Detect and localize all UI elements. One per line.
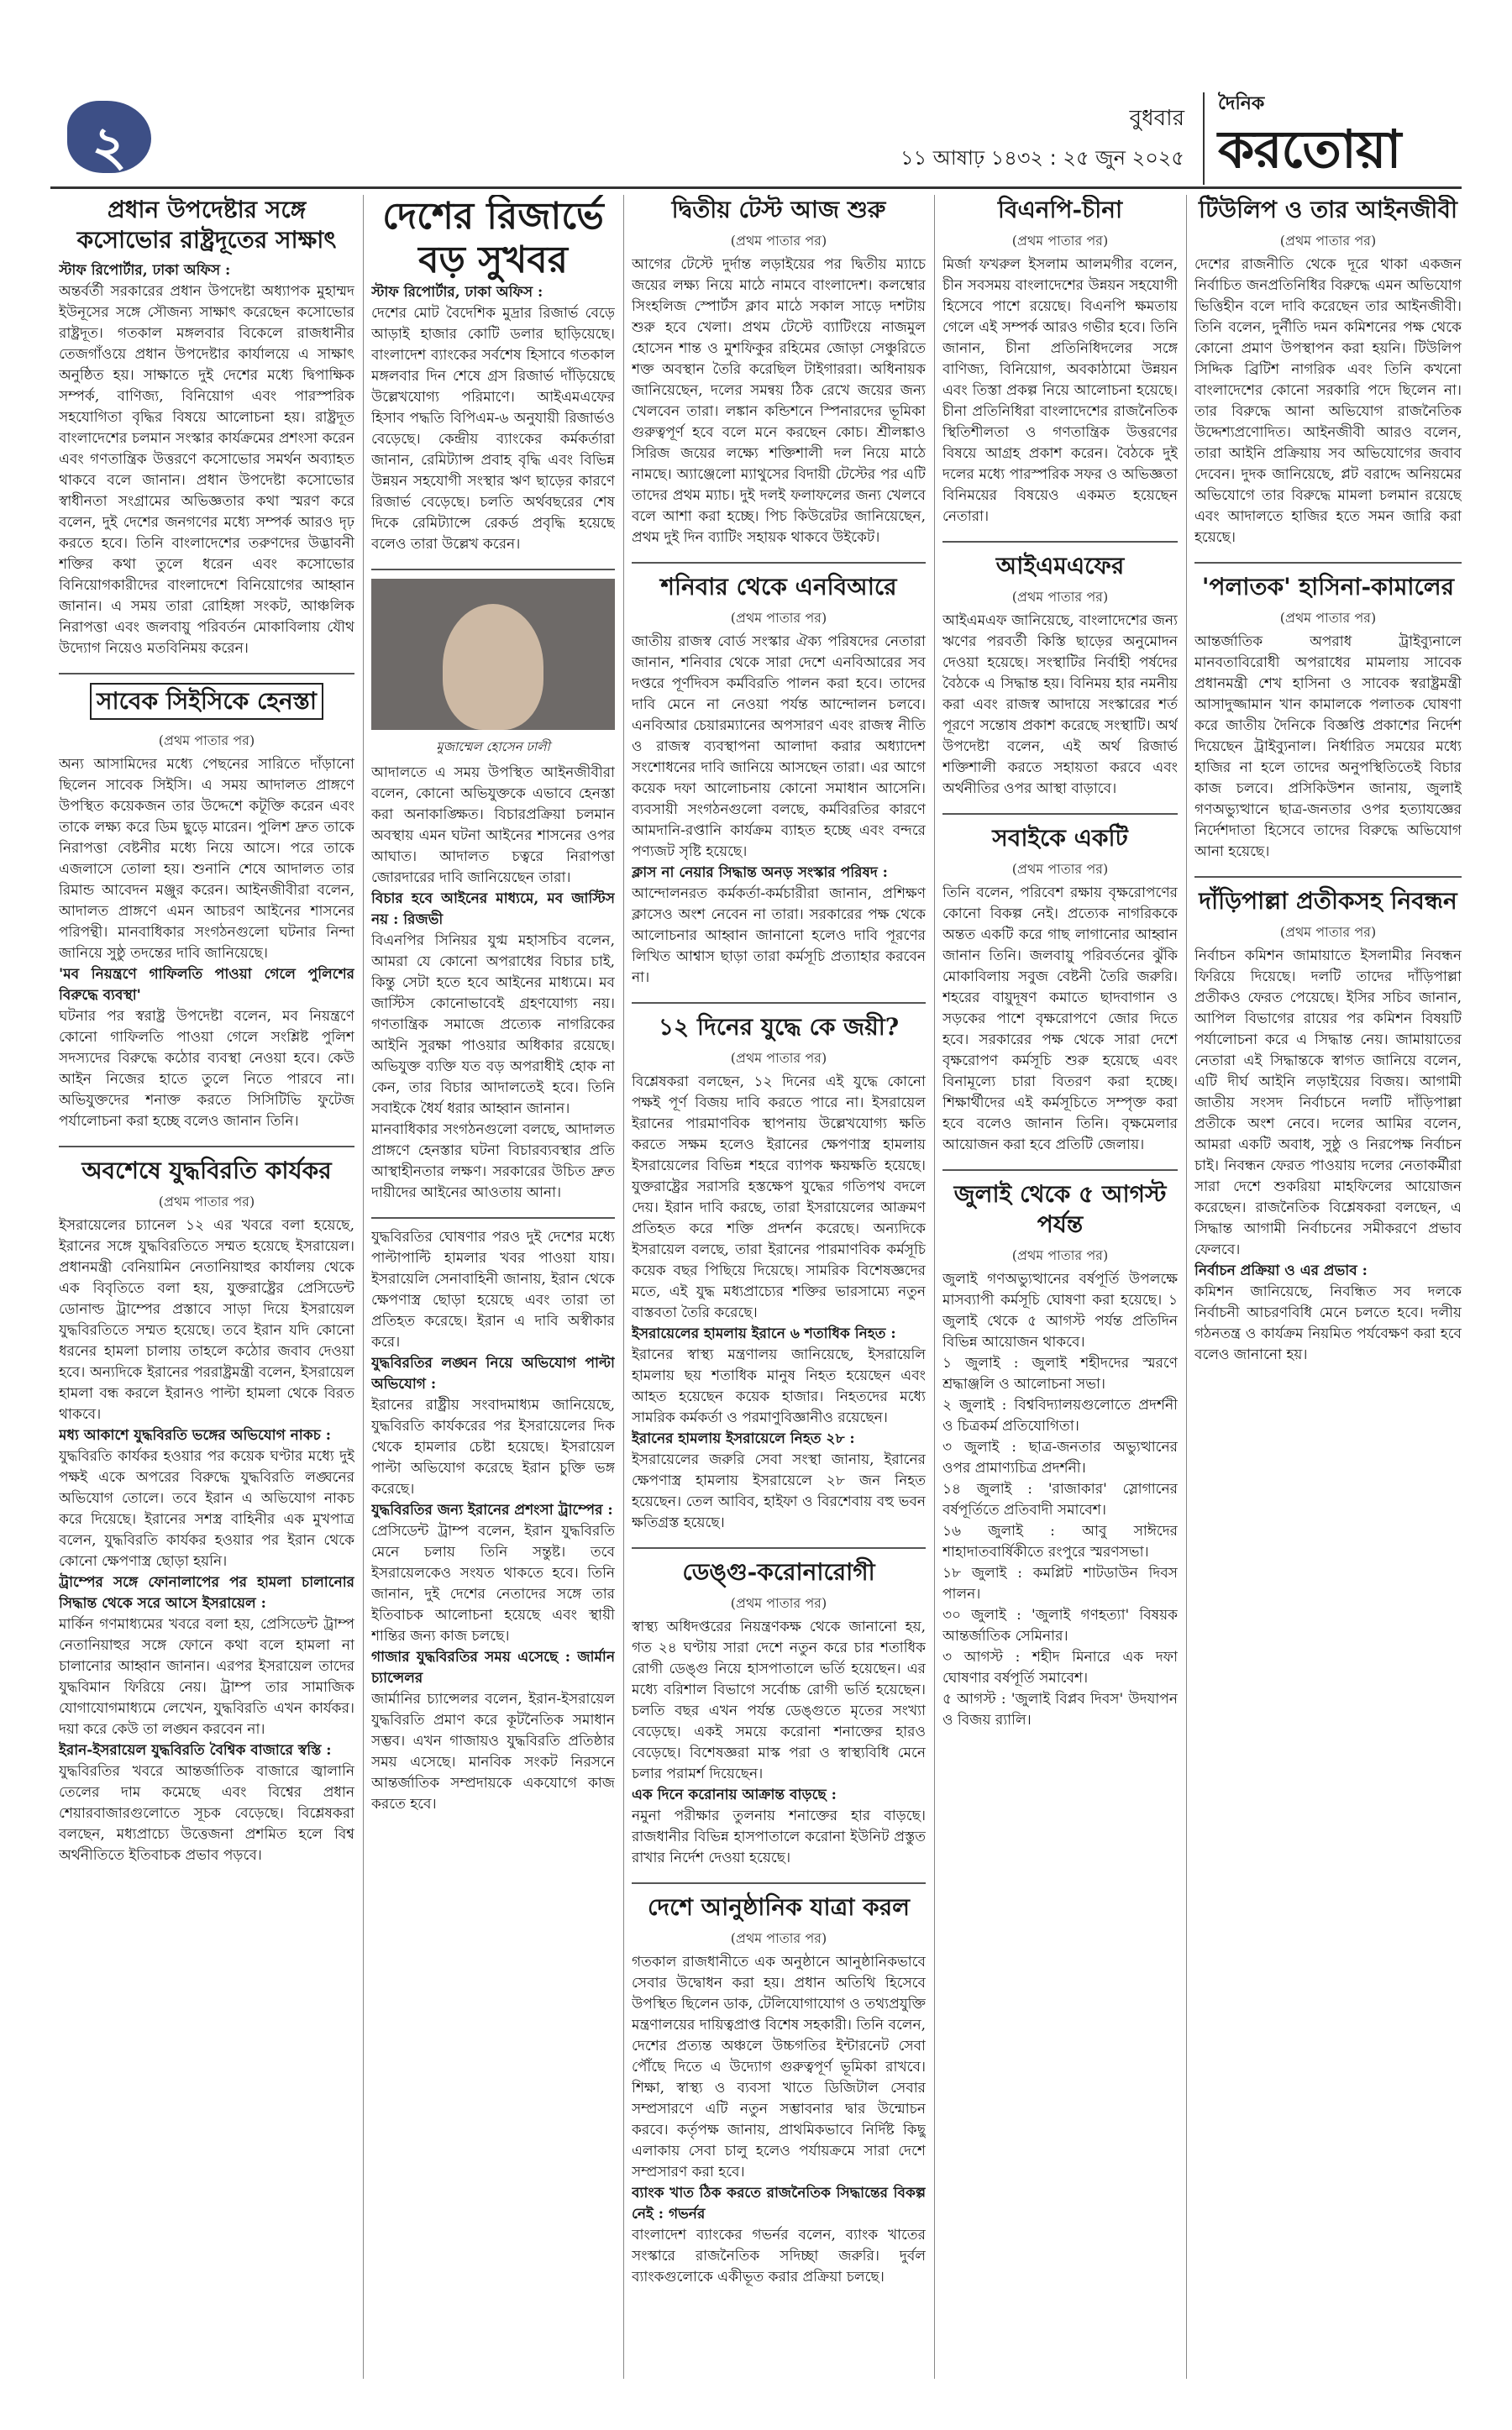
continuation-note: (প্রথম পাতার পর) bbox=[730, 1595, 827, 1611]
header-rule bbox=[50, 186, 1462, 189]
story-body: জাতীয় রাজস্ব বোর্ড সংস্কার ঐক্য পরিষদের নেতারা জানান, শনিবার থেকে সারা দেশে এনবিআরের সব দপ্তরে পূর্ণদিবস কর্মবিরতি পালন করা হবে। তাদের দাবি মেনে না নেওয়া পর্যন্ত আন্দোলন চলবে। এনবিআর চেয়ারম্যানের অপসারণ এবং রাজস্ব নীতি ও রাজস্ব ব্যবস্থাপনা আলাদা করার অধ্যাদেশ সংশোধনের দাবি জানিয়ে আসছেন তারা। এর আগে কয়েক দফা আলোচনায় কোনো সমাধান আসেনি। ব্যবসায়ী সংগঠনগুলো বলছে, কর্মবিরতির কারণে আমদানি-রপ্তানি কার্যক্রম ব্যাহত হচ্ছে এবং বন্দরে পণ্যজট সৃষ্টি হয়েছে। bbox=[632, 633, 926, 860]
continuation-note: (প্রথম পাতার পর) bbox=[1279, 610, 1377, 626]
column-divider bbox=[623, 195, 624, 2379]
story-body: ইরানের রাষ্ট্রীয় সংবাদমাধ্যম জানিয়েছে, যুদ্ধবিরতি কার্যকরের পর ইসরায়েলের দিক থেকে হামলার চেষ্টা হয়েছে। ইসরায়েল পাল্টা অভিযোগ করেছে ইরান চুক্তি ভঙ্গ করেছে। bbox=[371, 1397, 615, 1498]
continuation-note: (প্রথম পাতার পর) bbox=[1279, 924, 1377, 940]
story-body: দেশের রাজনীতি থেকে দূরে থাকা একজন নির্বাচিত জনপ্রতিনিধির বিরুদ্ধে এমন অভিযোগ ভিত্তিহীন বলে দাবি করেছেন তার আইনজীবী। তিনি বলেন, দুর্নীতি দমন কমিশনের পক্ষ থেকে কোনো প্রমাণ উপস্থাপন করা হয়নি। টিউলিপ সিদ্দিক ব্রিটিশ নাগরিক এবং তিনি কখনো বাংলাদেশের কোনো সরকারি পদে ছিলেন না। তার বিরুদ্ধে আনা অভিযোগ রাজনৈতিক উদ্দেশ্যপ্রণোদিত। আইনজীবী আরও বলেন, তারা আইনি প্রক্রিয়ায় সব অভিযোগের জবাব দেবেন। দুদক জানিয়েছে, প্লট বরাদ্দে অনিয়মের অভিযোগে তার বিরুদ্ধে মামলা চলমান রয়েছে এবং আদালতে হাজির হতে সমন জারি করা হয়েছে। bbox=[1194, 256, 1462, 546]
continuation-note: (প্রথম পাতার পর) bbox=[730, 610, 827, 626]
story-body: কমিশন জানিয়েছে, নিবন্ধিত সব দলকে নির্বাচনী আচরণবিধি মেনে চলতে হবে। দলীয় গঠনতন্ত্র ও কার্যক্রম নিয়মিত পর্যবেক্ষণ করা হবে বলেও জানানো হয়। bbox=[1194, 1283, 1462, 1363]
story-body: বিশ্লেষকরা বলছেন, ১২ দিনের এই যুদ্ধে কোনো পক্ষই পূর্ণ বিজয় দাবি করতে পারে না। ইসরায়েল ইরানের পারমাণবিক স্থাপনায় উল্লেখযোগ্য ক্ষতি করতে সক্ষম হলেও ইরানের ক্ষেপণাস্ত্র হামলায় ইসরায়েলের বিভিন্ন শহরে ব্যাপক ক্ষয়ক্ষতি হয়েছে। যুক্তরাষ্ট্রের সরাসরি হস্তক্ষেপ যুদ্ধের গতিপথ বদলে দেয়। ইরান দাবি করছে, তারা ইসরায়েলের আক্রমণ প্রতিহত করে শক্তি প্রদর্শন করেছে। অন্যদিকে ইসরায়েল বলছে, তারা ইরানের পারমাণবিক কর্মসূচি কয়েক বছর পিছিয়ে দিয়েছে। সামরিক বিশেষজ্ঞদের মতে, এই যুদ্ধ মধ্যপ্রাচ্যের শক্তির ভারসাম্যে নতুন বাস্তবতা তৈরি করেছে। bbox=[632, 1073, 926, 1321]
story-divider bbox=[371, 569, 615, 570]
story-body: আইএমএফ জানিয়েছে, বাংলাদেশের জন্য ঋণের পরবর্তী কিস্তি ছাড়ের অনুমোদন দেওয়া হয়েছে। সংস্থাটির নির্বাহী পর্ষদের বৈঠকে এ সিদ্ধান্ত হয়। বিনিময় হার নমনীয় করা এবং রাজস্ব আদায়ে সংস্কারের শর্ত পূরণে সন্তোষ প্রকাশ করেছে সংস্থাটি। অর্থ উপদেষ্টা বলেন, এই অর্থ রিজার্ভ শক্তিশালী করতে সহায়তা করবে এবং অর্থনীতির ওপর আস্থা বাড়াবে। bbox=[942, 612, 1178, 797]
story-body: আন্দোলনরত কর্মকর্তা-কর্মচারীরা জানান, প্রশিক্ষণ ক্লাসেও অংশ নেবেন না তারা। সরকারের পক্ষ থেকে আলোচনার আহ্বান জানানো হলেও দাবি পূরণের লিখিত আশ্বাস ছাড়া তারা কর্মসূচি প্রত্যাহার করবেন না। bbox=[632, 885, 926, 986]
story-body: মার্কিন গণমাধ্যমের খবরে বলা হয়, প্রেসিডেন্ট ট্রাম্প নেতানিয়াহুর সঙ্গে ফোনে কথা বলে হামলা না চালানোর আহ্বান জানান। এরপর ইসরায়েল তাদের যুদ্ধবিমান ফিরিয়ে নেয়। ট্রাম্প তার সামাজিক যোগাযোগমাধ্যমে লেখেন, যুদ্ধবিরতি এখন কার্যকর। দয়া করে কেউ তা লঙ্ঘন করবেন না। bbox=[59, 1616, 354, 1738]
story-body: যুদ্ধবিরতি কার্যকর হওয়ার পর কয়েক ঘণ্টার মধ্যে দুই পক্ষই একে অপরের বিরুদ্ধে যুদ্ধবিরতি লঙ্ঘনের অভিযোগ তোলে। তবে ইরান এ অভিযোগ নাকচ করে দিয়েছে। ইরানের সশস্ত্র বাহিনীর এক মুখপাত্র বলেন, যুদ্ধবিরতি কার্যকর হওয়ার পর ইরান থেকে কোনো ক্ষেপণাস্ত্র ছোড়া হয়নি। bbox=[59, 1448, 354, 1570]
headline: শনিবার থেকে এনবিআরে bbox=[660, 573, 897, 601]
continuation-note: (প্রথম পাতার পর) bbox=[730, 1050, 827, 1066]
headline: অবশেষে যুদ্ধবিরতি কার্যকর bbox=[81, 1157, 332, 1184]
story-divider bbox=[1194, 876, 1462, 878]
header-divider bbox=[1203, 92, 1205, 185]
list-item: ১৬ জুলাই : আবু সাঈদের শাহাদাতবার্ষিকীতে রংপুরে স্মরণসভা। bbox=[942, 1523, 1178, 1561]
byline: স্টাফ রিপোর্টার, ঢাকা অফিস : bbox=[59, 262, 231, 279]
story-body: বাংলাদেশ ব্যাংকের গভর্নর বলেন, ব্যাংক খাতের সংস্কারে রাজনৈতিক সদিচ্ছা জরুরি। দুর্বল ব্যাংকগুলোকে একীভূত করার প্রক্রিয়া চলছে। bbox=[632, 2227, 926, 2286]
program-list bbox=[942, 1353, 1178, 1731]
story-divider bbox=[59, 673, 354, 674]
list-item: ২ জুলাই : বিশ্ববিদ্যালয়গুলোতে প্রদর্শনী ও চিত্রকর্ম প্রতিযোগিতা। bbox=[942, 1397, 1178, 1435]
headline: বিএনপি-চীনা bbox=[997, 196, 1123, 223]
column-4 bbox=[942, 195, 1178, 2379]
continuation-note: (প্রথম পাতার পর) bbox=[1279, 233, 1377, 249]
story-body: ইরানের স্বাস্থ্য মন্ত্রণালয় জানিয়েছে, ইসরায়েলি হামলায় ছয় শতাধিক মানুষ নিহত হয়েছেন এবং আহত হয়েছেন কয়েক হাজার। নিহতদের মধ্যে সামরিক কর্মকর্তা ও পরমাণুবিজ্ঞানীও রয়েছেন। bbox=[632, 1346, 926, 1426]
story-july-august bbox=[942, 1179, 1178, 1731]
subheading: যুদ্ধবিরতির জন্য ইরানের প্রশংসা ট্রাম্পের : bbox=[371, 1502, 613, 1519]
story-second-test bbox=[632, 195, 926, 548]
portrait-figure bbox=[443, 604, 543, 730]
column-divider bbox=[934, 195, 935, 2379]
continuation-note: (প্রথম পাতার পর) bbox=[1011, 1247, 1109, 1263]
story-registration bbox=[1194, 886, 1462, 1366]
list-item: ১৮ জুলাই : কমপ্লিট শাটডাউন দিবস পালন। bbox=[942, 1565, 1178, 1603]
story-body: বিএনপির সিনিয়র যুগ্ম মহাসচিব বলেন, আমরা যে কোনো অপরাধের বিচার চাই, কিন্তু সেটা হতে হবে আইনের মাধ্যমে। মব জাস্টিস কোনোভাবেই গ্রহণযোগ্য নয়। গণতান্ত্রিক সমাজে প্রত্যেক নাগরিকের আইনি সুরক্ষা পাওয়ার অধিকার রয়েছে। অভিযুক্ত ব্যক্তি যত বড় অপরাধীই হোক না কেন, তার বিচার আদালতেই হবে। তিনি সবাইকে ধৈর্য ধরার আহ্বান জানান। bbox=[371, 932, 615, 1117]
logo-big-text: করতোয়া bbox=[1218, 118, 1401, 180]
continuation-note: (প্রথম পাতার পর) bbox=[1011, 233, 1109, 249]
story-divider bbox=[942, 1169, 1178, 1171]
subheading: ইরান-ইসরায়েল যুদ্ধবিরতি বৈশ্বিক বাজারে স্বস্তি : bbox=[59, 1742, 332, 1759]
list-item: ১৪ জুলাই : 'রাজাকার' স্লোগানের বর্ষপূর্তিতে প্রতিবাদী সমাবেশ। bbox=[942, 1481, 1178, 1519]
story-body: মানবাধিকার সংগঠনগুলো বলছে, আদালত প্রাঙ্গণে হেনস্তার ঘটনা বিচারব্যবস্থার প্রতি আস্থাহীনতার লক্ষণ। সরকারের উচিত দ্রুত দায়ীদের আইনের আওতায় আনা। bbox=[371, 1121, 615, 1201]
story-nbr bbox=[632, 572, 926, 989]
subheading: ক্লাস না নেয়ার সিদ্ধান্ত অনড় সংস্কার পরিষদ : bbox=[632, 864, 888, 881]
column-3 bbox=[632, 195, 926, 2379]
masthead bbox=[50, 84, 1462, 185]
story-ceasefire-cont bbox=[371, 1227, 615, 1815]
story-former-cec-cont bbox=[371, 579, 615, 1204]
subheading: এক দিনে করোনায় আক্রান্ত বাড়ছে : bbox=[632, 1787, 837, 1803]
headline: টিউলিপ ও তার আইনজীবী bbox=[1199, 196, 1457, 223]
news-photo bbox=[371, 579, 615, 730]
story-kosovo-ambassador bbox=[59, 195, 354, 659]
subheading: যুদ্ধবিরতির লঙ্ঘন নিয়ে অভিযোগ পাল্টা অভিযোগ : bbox=[371, 1355, 615, 1393]
headline: ডেঙ্গু-করোনারোগী bbox=[682, 1558, 875, 1586]
headline: সাবেক সিইসিকে হেনস্তা bbox=[90, 683, 323, 720]
continuation-note: (প্রথম পাতার পর) bbox=[158, 732, 255, 748]
list-item: ৫ আগস্ট : 'জুলাই বিপ্লব দিবস' উদযাপন ও বিজয় র‍্যালি। bbox=[942, 1691, 1178, 1729]
column-1 bbox=[59, 195, 354, 2379]
subheading: মধ্য আকাশে যুদ্ধবিরতি ভঙ্গের অভিযোগ নাকচ : bbox=[59, 1427, 331, 1444]
column-5 bbox=[1194, 195, 1462, 2379]
continuation-note: (প্রথম পাতার পর) bbox=[1011, 861, 1109, 877]
subheading: গাজার যুদ্ধবিরতির সময় এসেছে : জার্মান চ্যান্সেলর bbox=[371, 1649, 615, 1687]
continuation-note: (প্রথম পাতার পর) bbox=[158, 1194, 255, 1210]
headline: 'পলাতক' হাসিনা-কামালের bbox=[1201, 573, 1455, 601]
newspaper-logo bbox=[1218, 89, 1428, 181]
headline: ১২ দিনের যুদ্ধে কে জয়ী? bbox=[658, 1013, 900, 1041]
story-body: স্বাস্থ্য অধিদপ্তরের নিয়ন্ত্রণকক্ষ থেকে জানানো হয়, গত ২৪ ঘণ্টায় সারা দেশে নতুন করে চার শতাধিক রোগী ডেঙ্গু নিয়ে হাসপাতালে ভর্তি হয়েছেন। এর মধ্যে বরিশাল বিভাগে সর্বোচ্চ রোগী ভর্তি হয়েছেন। চলতি বছর এখন পর্যন্ত ডেঙ্গুতে মৃতের সংখ্যা বেড়েছে। একই সময়ে করোনা শনাক্তের হারও বেড়েছে। বিশেষজ্ঞরা মাস্ক পরা ও স্বাস্থ্যবিধি মেনে চলার পরামর্শ দিয়েছেন। bbox=[632, 1619, 926, 1782]
story-body: নমুনা পরীক্ষার তুলনায় শনাক্তের হার বাড়ছে। রাজধানীর বিভিন্ন হাসপাতালে করোনা ইউনিট প্রস্তুত রাখার নির্দেশ দেওয়া হয়েছে। bbox=[632, 1808, 926, 1866]
story-body: যুদ্ধবিরতির খবরে আন্তর্জাতিক বাজারে জ্বালানি তেলের দাম কমেছে এবং বিশ্বের প্রধান শেয়ারবাজারগুলোতে সূচক বেড়েছে। বিশ্লেষকরা বলছেন, মধ্যপ্রাচ্যে উত্তেজনা প্রশমিত হলে বিশ্ব অর্থনীতিতে ইতিবাচক প্রভাব পড়বে। bbox=[59, 1763, 354, 1864]
list-item: ৩ আগস্ট : শহীদ মিনারে এক দফা ঘোষণার বর্ষপূর্তি সমাবেশ। bbox=[942, 1649, 1178, 1687]
story-reserve bbox=[371, 195, 615, 555]
headline: দেশের রিজার্ভে বড় সুখবর bbox=[382, 195, 604, 281]
story-divider bbox=[632, 562, 926, 564]
headline: আইএমএফের bbox=[995, 552, 1125, 580]
story-dengue-covid bbox=[632, 1557, 926, 1869]
story-body: মির্জা ফখরুল ইসলাম আলমগীর বলেন, চীন সবসময় বাংলাদেশের উন্নয়ন সহযোগী হিসেবে পাশে রয়েছে। বিএনপি ক্ষমতায় গেলে এই সম্পর্ক আরও গভীর হবে। তিনি জানান, চীনা প্রতিনিধিদলের সঙ্গে বাণিজ্য, বিনিয়োগ, অবকাঠামো উন্নয়ন এবং তিস্তা প্রকল্প নিয়ে আলোচনা হয়েছে। চীনা প্রতিনিধিরা বাংলাদেশের রাজনৈতিক স্থিতিশীলতা ও গণতান্ত্রিক উত্তরণের বিষয়ে আগ্রহ প্রকাশ করেন। বৈঠকে দুই দলের মধ্যে পারস্পরিক সফর ও অভিজ্ঞতা বিনিময়ের বিষয়েও একমত হয়েছেন নেতারা। bbox=[942, 256, 1178, 525]
headline: দাঁড়িপাল্লা প্রতীকসহ নিবন্ধন bbox=[1199, 887, 1457, 915]
story-body: ঘটনার পর স্বরাষ্ট্র উপদেষ্টা বলেন, মব নিয়ন্ত্রণে কোনো গাফিলতি পাওয়া গেলে সংশ্লিষ্ট পুলিশ সদস্যদের বিরুদ্ধে কঠোর ব্যবস্থা নেওয়া হবে। কেউ আইন নিজের হাতে তুলে নিতে পারবে না। অভিযুক্তদের শনাক্ত করতে সিসিটিভি ফুটেজ পর্যালোচনা করা হচ্ছে বলেও জানান তিনি। bbox=[59, 1008, 354, 1130]
story-body: যুদ্ধবিরতির ঘোষণার পরও দুই দেশের মধ্যে পাল্টাপাল্টি হামলার খবর পাওয়া যায়। ইসরায়েলি সেনাবাহিনী জানায়, ইরান থেকে ক্ষেপণাস্ত্র ছোড়া হয়েছে এবং তারা তা প্রতিহত করেছে। ইরান এ দাবি অস্বীকার করে। bbox=[371, 1229, 615, 1351]
list-item: ৩০ জুলাই : 'জুলাই গণহত্যা' বিষয়ক আন্তর্জাতিক সেমিনার। bbox=[942, 1607, 1178, 1645]
page-number-badge bbox=[67, 101, 160, 176]
continuation-note: (প্রথম পাতার পর) bbox=[730, 233, 827, 249]
story-divider bbox=[632, 1882, 926, 1884]
headline: সবাইকে একটি bbox=[992, 824, 1128, 852]
logo-small-text: দৈনিক bbox=[1218, 93, 1265, 114]
continuation-note: (প্রথম পাতার পর) bbox=[1011, 589, 1109, 605]
story-body: জার্মানির চ্যান্সেলর বলেন, ইরান-ইসরায়েল যুদ্ধবিরতি প্রমাণ করে কূটনৈতিক সমাধান সম্ভব। এখন গাজায়ও যুদ্ধবিরতি প্রতিষ্ঠার সময় এসেছে। মানবিক সংকট নিরসনে আন্তর্জাতিক সম্প্রদায়কে একযোগে কাজ করতে হবে। bbox=[371, 1691, 615, 1813]
story-divider bbox=[632, 1547, 926, 1549]
story-former-cec bbox=[59, 683, 354, 1132]
story-body: নির্বাচন কমিশন জামায়াতে ইসলামীর নিবন্ধন ফিরিয়ে দিয়েছে। দলটি তাদের দাঁড়িপাল্লা প্রতীকও ফেরত পেয়েছে। ইসির সচিব জানান, আপিল বিভাগের রায়ের পর কমিশন বিষয়টি পর্যালোচনা করে এ সিদ্ধান্ত নেয়। জামায়াতের নেতারা এই সিদ্ধান্তকে স্বাগত জানিয়ে বলেন, এটি দীর্ঘ আইনি লড়াইয়ের বিজয়। আগামী জাতীয় সংসদ নির্বাচনে দলটি দাঁড়িপাল্লা প্রতীকে অংশ নেবে। দলের আমির বলেন, আমরা একটি অবাধ, সুষ্ঠু ও নিরপেক্ষ নির্বাচন চাই। নিবন্ধন ফেরত পাওয়ায় দলের নেতাকর্মীরা সারা দেশে শুকরিয়া মাহফিলের আয়োজন করেছেন। রাজনৈতিক বিশ্লেষকরা বলছেন, এ সিদ্ধান্ত আগামী নির্বাচনের সমীকরণে প্রভাব ফেলবে। bbox=[1194, 947, 1462, 1258]
subheading: ইরানের হামলায় ইসরায়েলে নিহত ২৮ : bbox=[632, 1430, 855, 1447]
story-hasina-kamal bbox=[1194, 572, 1462, 863]
story-divider bbox=[1194, 562, 1462, 564]
story-body: আদালতে এ সময় উপস্থিত আইনজীবীরা বলেন, কোনো অভিযুক্তকে এভাবে হেনস্তা করা অনাকাঙ্ক্ষিত। বিচারপ্রক্রিয়া চলমান অবস্থায় এমন ঘটনা আইনের শাসনের ওপর আঘাত। আদালত চত্বরে নিরাপত্তা জোরদারের দাবি জানিয়েছেন তারা। bbox=[371, 764, 615, 886]
column-divider bbox=[1186, 195, 1187, 2379]
subheading: ট্রাম্পের সঙ্গে ফোনালাপের পর হামলা চালানোর সিদ্ধান্ত থেকে সরে আসে ইসরায়েল : bbox=[59, 1574, 354, 1612]
headline: দেশে আনুষ্ঠানিক যাত্রা করল bbox=[648, 1893, 910, 1921]
story-divider bbox=[942, 541, 1178, 543]
story-12-day-war bbox=[632, 1012, 926, 1534]
story-body: ইসরায়েলের চ্যানেল ১২ এর খবরে বলা হয়েছে, ইরানের সঙ্গে যুদ্ধবিরতিতে সম্মত হয়েছে ইসরায়েল। প্রধানমন্ত্রী বেনিয়ামিন নেতানিয়াহুর কার্যালয় থেকে এক বিবৃতিতে বলা হয়, যুক্তরাষ্ট্রের প্রেসিডেন্ট ডোনাল্ড ট্রাম্পের প্রস্তাবে সাড়া দিয়ে ইসরায়েল যুদ্ধবিরতিতে সম্মত হয়েছে। তবে ইরান যদি কোনো ধরনের হামলা চালায় তাহলে কঠোর জবাব দেওয়া হবে। অন্যদিকে ইরানের পররাষ্ট্রমন্ত্রী বলেন, ইসরায়েল হামলা বন্ধ করলে ইরানও পাল্টা হামলা থেকে বিরত থাকবে। bbox=[59, 1217, 354, 1423]
story-tulip bbox=[1194, 195, 1462, 548]
list-item: ৩ জুলাই : ছাত্র-জনতার অভ্যুত্থানের ওপর প্রামাণ্যচিত্র প্রদর্শনী। bbox=[942, 1439, 1178, 1477]
column-2 bbox=[371, 195, 615, 2379]
issue-day: বুধবার bbox=[1129, 106, 1184, 131]
story-body: ইসরায়েলের জরুরি সেবা সংস্থা জানায়, ইরানের ক্ষেপণাস্ত্র হামলায় ইসরায়েলে ২৮ জন নিহত হয়েছেন। তেল আবিব, হাইফা ও বিরশেবায় বহু ভবন ক্ষতিগ্রস্ত হয়েছে। bbox=[632, 1451, 926, 1531]
story-body: অন্য আসামিদের মধ্যে পেছনের সারিতে দাঁড়ানো ছিলেন সাবেক সিইসি। এ সময় আদালত প্রাঙ্গণে উপস্থিত কয়েকজন তার উদ্দেশে কটূক্তি করেন এবং তাকে লক্ষ্য করে ডিম ছুড়ে মারেন। পুলিশ দ্রুত তাকে নিরাপত্তা বেষ্টনীর মধ্যে নিয়ে আসে। পরে তাকে এজলাসে তোলা হয়। শুনানি শেষে আদালত তার রিমান্ড আবেদন মঞ্জুর করেন। আইনজীবীরা বলেন, আদালত প্রাঙ্গণে এমন আচরণ আইনের শাসনের পরিপন্থী। মানবাধিকার সংগঠনগুলো ঘটনার নিন্দা জানিয়ে সুষ্ঠু তদন্তের দাবি জানিয়েছে। bbox=[59, 756, 354, 962]
story-body: দেশের মোট বৈদেশিক মুদ্রার রিজার্ভ বেড়ে আড়াই হাজার কোটি ডলার ছাড়িয়েছে। বাংলাদেশ ব্যাংকের সর্বশেষ হিসাবে গতকাল মঙ্গলবার দিন শেষে গ্রস রিজার্ভ দাঁড়িয়েছে উল্লেখযোগ্য পরিমাণে। আইএমএফের হিসাব পদ্ধতি বিপিএম-৬ অনুযায়ী রিজার্ভও বেড়েছে। কেন্দ্রীয় ব্যাংকের কর্মকর্তারা জানান, রেমিট্যান্স প্রবাহ বৃদ্ধি এবং বিভিন্ন উন্নয়ন সহযোগী সংস্থার ঋণ ছাড়ের কারণে রিজার্ভ বেড়েছে। চলতি অর্থবছরের শেষ দিকে রেমিট্যান্সে রেকর্ড প্রবৃদ্ধি হয়েছে বলেও তারা উল্লেখ করেন। bbox=[371, 305, 615, 553]
column-divider bbox=[363, 195, 364, 2379]
headline: জুলাই থেকে ৫ আগস্ট পর্যন্ত bbox=[953, 1180, 1167, 1238]
story-divider bbox=[942, 813, 1178, 815]
story-body: আন্তর্জাতিক অপরাধ ট্রাইব্যুনালে মানবতাবিরোধী অপরাধের মামলায় সাবেক প্রধানমন্ত্রী শেখ হাসিনা ও সাবেক স্বরাষ্ট্রমন্ত্রী আসাদুজ্জামান খান কামালকে পলাতক ঘোষণা করে জাতীয় দৈনিকে বিজ্ঞপ্তি প্রকাশের নির্দেশ দিয়েছেন ট্রাইব্যুনাল। নির্ধারিত সময়ের মধ্যে হাজির না হলে তাদের অনুপস্থিতিতেই বিচার কাজ চলবে। প্রসিকিউশন জানায়, জুলাই গণঅভ্যুত্থানে ছাত্র-জনতার ওপর হত্যাযজ্ঞের নির্দেশদাতা হিসেবে তাদের বিরুদ্ধে অভিযোগ আনা হয়েছে। bbox=[1194, 633, 1462, 860]
subheading: ব্যাংক খাত ঠিক করতে রাজনৈতিক সিদ্ধান্তের বিকল্প নেই : গভর্নর bbox=[632, 2185, 926, 2223]
story-everyone-one bbox=[942, 823, 1178, 1156]
story-body: আগের টেস্টে দুর্দান্ত লড়াইয়ের পর দ্বিতীয় ম্যাচে জয়ের লক্ষ্য নিয়ে মাঠে নামবে বাংলাদেশ। কলম্বোর সিংহলিজ স্পোর্টস ক্লাব মাঠে সকাল সাড়ে দশটায় শুরু হবে খেলা। প্রথম টেস্টে ব্যাটিংয়ে নাজমুল হোসেন শান্ত ও মুশফিকুর রহিমের জোড়া সেঞ্চুরিতে শক্ত অবস্থান তৈরি করেছিল টাইগাররা। অধিনায়ক জানিয়েছেন, দলের সমন্বয় ঠিক রেখে জয়ের জন্য খেলবেন তারা। লঙ্কান কন্ডিশনে স্পিনারদের ভূমিকা গুরুত্বপূর্ণ হবে বলে মনে করছেন কোচ। শ্রীলঙ্কাও সিরিজ জয়ের লক্ষ্যে শক্তিশালী দল নিয়ে মাঠে নামছে। অ্যাঞ্জেলো ম্যাথুসের বিদায়ী টেস্টের পর এটি তাদের প্রথম ম্যাচ। দুই দলই ফলাফলের জন্য খেলবে বলে আশা করা হচ্ছে। পিচ কিউরেটর জানিয়েছেন, প্রথম দুই দিন ব্যাটিং সহায়ক থাকবে উইকেট। bbox=[632, 256, 926, 546]
story-divider bbox=[371, 1217, 615, 1219]
story-body: জুলাই গণঅভ্যুত্থানের বর্ষপূর্তি উপলক্ষে মাসব্যাপী কর্মসূচি ঘোষণা করা হয়েছে। ১ জুলাই থেকে ৫ আগস্ট পর্যন্ত প্রতিদিন বিভিন্ন আয়োজন থাকবে। bbox=[942, 1271, 1178, 1351]
byline: স্টাফ রিপোর্টার, ঢাকা অফিস : bbox=[371, 284, 543, 301]
subheading: 'মব নিয়ন্ত্রণে গাফিলতি পাওয়া গেলে পুলিশের বিরুদ্ধে ব্যবস্থা' bbox=[59, 966, 354, 1004]
story-divider bbox=[632, 1002, 926, 1004]
continuation-note: (প্রথম পাতার পর) bbox=[730, 1930, 827, 1946]
subheading: ইসরায়েলের হামলায় ইরানে ৬ শতাধিক নিহত : bbox=[632, 1325, 896, 1342]
story-body: তিনি বলেন, পরিবেশ রক্ষায় বৃক্ষরোপণের কোনো বিকল্প নেই। প্রত্যেক নাগরিককে অন্তত একটি করে গাছ লাগানোর আহ্বান জানান তিনি। জলবায়ু পরিবর্তনের ঝুঁকি মোকাবিলায় সবুজ বেষ্টনী তৈরি জরুরি। শহরের বায়ুদূষণ কমাতে ছাদবাগান ও সড়কের পাশে বৃক্ষরোপণে জোর দিতে হবে। সরকারের পক্ষ থেকে সারা দেশে বৃক্ষরোপণ কর্মসূচি শুরু হয়েছে এবং বিনামূল্যে চারা বিতরণ করা হচ্ছে। শিক্ষার্থীদের এই কর্মসূচিতে সম্পৃক্ত করা হবে বলেও জানান তিনি। বৃক্ষমেলার আয়োজন করা হবে প্রতিটি জেলায়। bbox=[942, 884, 1178, 1153]
story-bnp-china bbox=[942, 195, 1178, 527]
story-body: গতকাল রাজধানীতে এক অনুষ্ঠানে আনুষ্ঠানিকভাবে সেবার উদ্বোধন করা হয়। প্রধান অতিথি হিসেবে উপস্থিত ছিলেন ডাক, টেলিযোগাযোগ ও তথ্যপ্রযুক্তি মন্ত্রণালয়ের দায়িত্বপ্রাপ্ত বিশেষ সহকারী। তিনি বলেন, দেশের প্রত্যন্ত অঞ্চলে উচ্চগতির ইন্টারনেট সেবা পৌঁছে দিতে এ উদ্যোগ গুরুত্বপূর্ণ ভূমিকা রাখবে। শিক্ষা, স্বাস্থ্য ও ব্যবসা খাতে ডিজিটাল সেবার সম্প্রসারণে এটি নতুন সম্ভাবনার দ্বার উন্মোচন করবে। কর্তৃপক্ষ জানায়, প্রাথমিকভাবে নির্দিষ্ট কিছু এলাকায় সেবা চালু হলেও পর্যায়ক্রমে সারা দেশে সম্প্রসারণ করা হবে। bbox=[632, 1954, 926, 2181]
photo-caption: মুজাম্মেল হোসেন ঢালী bbox=[436, 739, 550, 754]
page-number: ২ bbox=[92, 116, 127, 178]
subheading: নির্বাচন প্রক্রিয়া ও এর প্রভাব : bbox=[1194, 1262, 1368, 1279]
list-item: ১ জুলাই : জুলাই শহীদদের স্মরণে শ্রদ্ধাঞ্জলি ও আলোচনা সভা। bbox=[942, 1355, 1178, 1393]
headline: প্রধান উপদেষ্টার সঙ্গে কসোভোর রাষ্ট্রদূতের সাক্ষাৎ bbox=[76, 196, 337, 254]
story-launch bbox=[632, 1892, 926, 2288]
story-ceasefire bbox=[59, 1156, 354, 1866]
story-body: প্রেসিডেন্ট ট্রাম্প বলেন, ইরান যুদ্ধবিরতি মেনে চলায় তিনি সন্তুষ্ট। তবে ইসরায়েলকেও সংযত থাকতে হবে। তিনি জানান, দুই দেশের নেতাদের সঙ্গে তার ইতিবাচক আলোচনা হয়েছে এবং স্থায়ী শান্তির জন্য কাজ চলছে। bbox=[371, 1523, 615, 1645]
headline: দ্বিতীয় টেস্ট আজ শুরু bbox=[671, 196, 886, 223]
story-body: অন্তর্বর্তী সরকারের প্রধান উপদেষ্টা অধ্যাপক মুহাম্মদ ইউনূসের সঙ্গে সৌজন্য সাক্ষাৎ করেছেন কসোভোর রাষ্ট্রদূত। গতকাল মঙ্গলবার বিকেলে রাজধানীর তেজগাঁওয়ে প্রধান উপদেষ্টার কার্যালয়ে এ সাক্ষাৎ অনুষ্ঠিত হয়। সাক্ষাতে দুই দেশের মধ্যে দ্বিপাক্ষিক সম্পর্ক, বাণিজ্য, বিনিয়োগ এবং পারস্পরিক সহযোগিতা বৃদ্ধির বিষয়ে আলোচনা হয়। রাষ্ট্রদূত বাংলাদেশের চলমান সংস্কার কার্যক্রমের প্রশংসা করেন এবং গণতান্ত্রিক উত্তরণে কসোভোর সমর্থন অব্যাহত থাকবে বলে জানান। প্রধান উপদেষ্টা কসোভোর স্বাধীনতা সংগ্রামের অভিজ্ঞতার কথা স্মরণ করে বলেন, দুই দেশের জনগণের মধ্যে সম্পর্ক আরও দৃঢ় করতে হবে। তিনি বাংলাদেশের তরুণদের উদ্ভাবনী শক্তির কথা তুলে ধরেন এবং কসোভোর বিনিয়োগকারীদের বাংলাদেশে বিনিয়োগের আহ্বান জানান। এ সময় তারা রোহিঙ্গা সংকট, আঞ্চলিক নিরাপত্তা এবং জলবায়ু পরিবর্তন মোকাবিলায় যৌথ উদ্যোগ নিয়েও মতবিনিময় করেন। bbox=[59, 283, 354, 657]
story-imf bbox=[942, 551, 1178, 800]
story-divider bbox=[59, 1146, 354, 1147]
subheading: বিচার হবে আইনের মাধ্যমে, মব জাস্টিস নয় : রিজভী bbox=[371, 890, 615, 928]
issue-date: ১১ আষাঢ় ১৪৩২ : ২৫ জুন ২০২৫ bbox=[900, 146, 1184, 170]
